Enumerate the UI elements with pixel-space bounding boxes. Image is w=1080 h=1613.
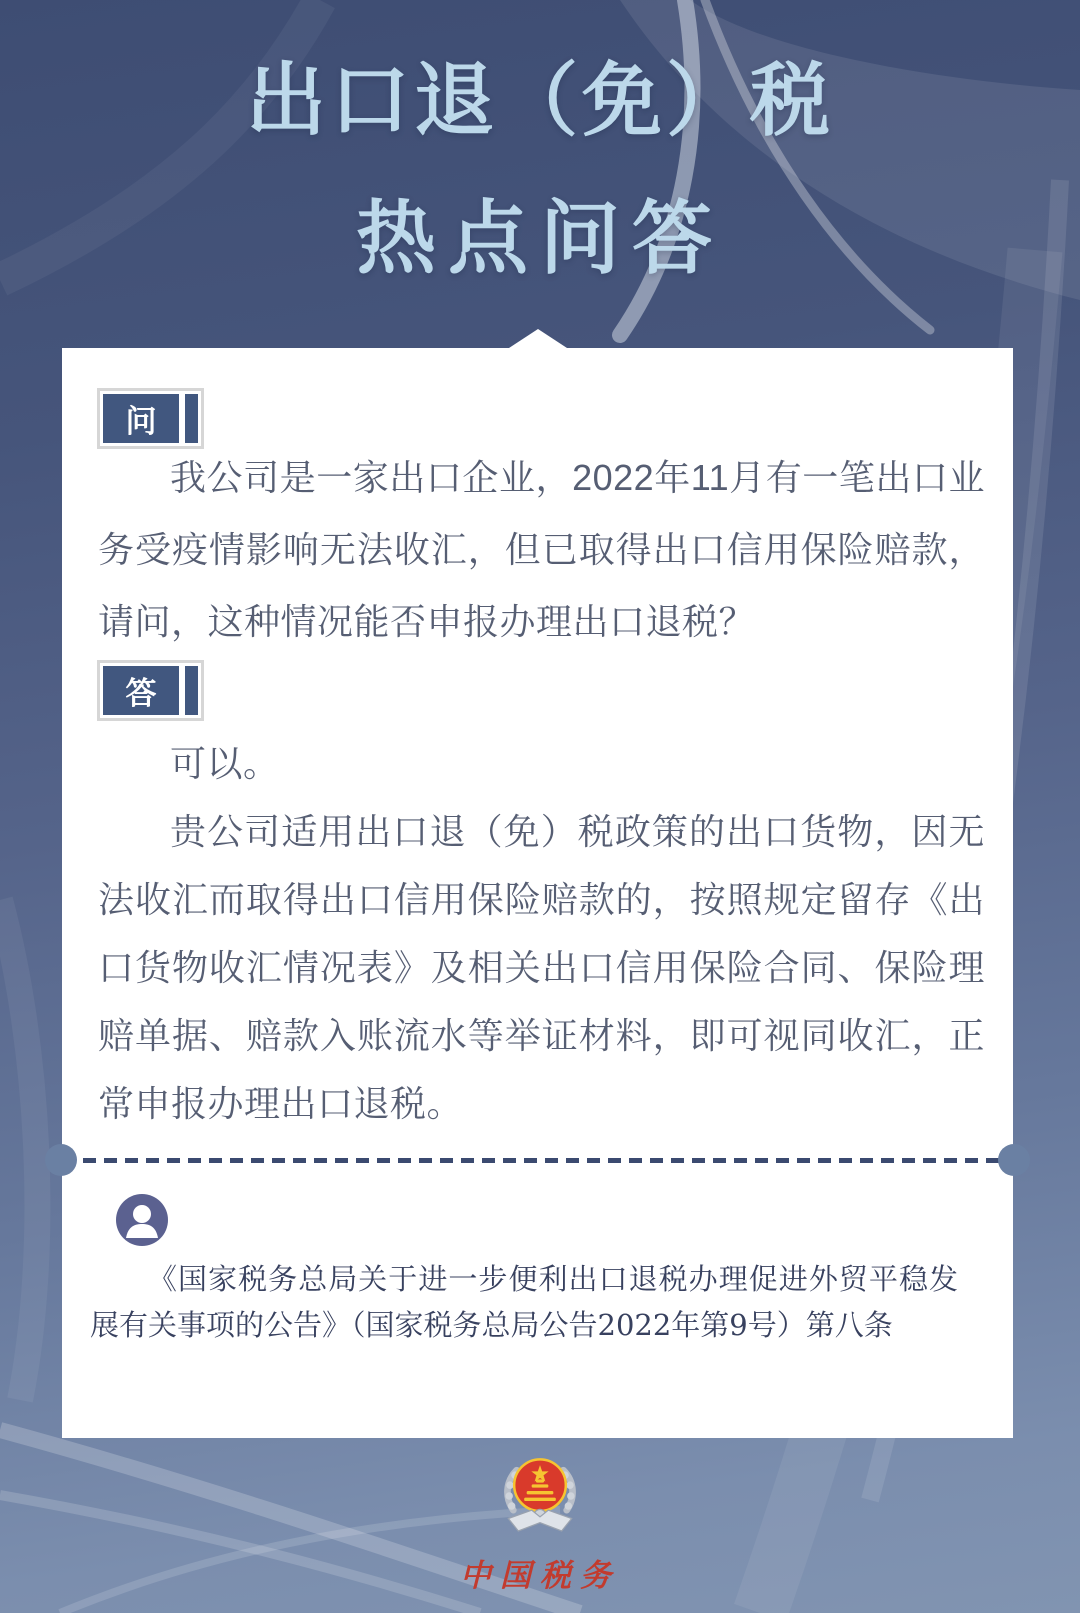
question-block (98, 442, 985, 658)
answer-text-short: 可以。 (170, 743, 280, 784)
qa-card (62, 348, 1013, 1438)
answer-badge-label: 答 (103, 666, 179, 715)
card-top-notch (509, 329, 567, 348)
question-badge (97, 388, 204, 449)
footer (0, 1448, 1080, 1595)
dashed-separator (62, 1158, 1013, 1163)
citation-text: 《国家税务总局关于进一步便利出口退税办理促进外贸平稳发展有关事项的公告》（国家税务总局公告2022年第9号）第八条 (90, 1262, 958, 1342)
question-badge-label: 问 (103, 394, 179, 443)
separator-notch-left (45, 1144, 77, 1176)
answer-badge-bar (185, 666, 198, 715)
question-badge-bar (185, 394, 198, 443)
china-taxation-emblem-icon (490, 1448, 590, 1544)
answer-text-detail: 贵公司适用出口退（免）税政策的出口货物，因无法收汇而取得出口信用保险赔款的，按照规定留存《出口货物收汇情况表》及相关出口信用保险合同、保险理赔单据、赔款入账流水等举证材料，即可视同收汇，正常申报办理出口退税。 (98, 811, 985, 1124)
poster-title (0, 53, 1080, 285)
person-icon (116, 1194, 168, 1246)
title-line-1: 出口退（免）税 (246, 53, 834, 147)
answer-badge (97, 660, 204, 721)
answer-block (98, 730, 985, 1138)
china-taxation-logotype: 中国税务 (460, 1558, 620, 1594)
title-line-2: 热点问答 (356, 191, 724, 285)
separator-notch-right (998, 1144, 1030, 1176)
question-text: 我公司是一家出口企业，2022年11月有一笔出口业务受疫情影响无法收汇，但已取得出口信用保险赔款，请问，这种情况能否申报办理出口退税？ (98, 457, 985, 642)
